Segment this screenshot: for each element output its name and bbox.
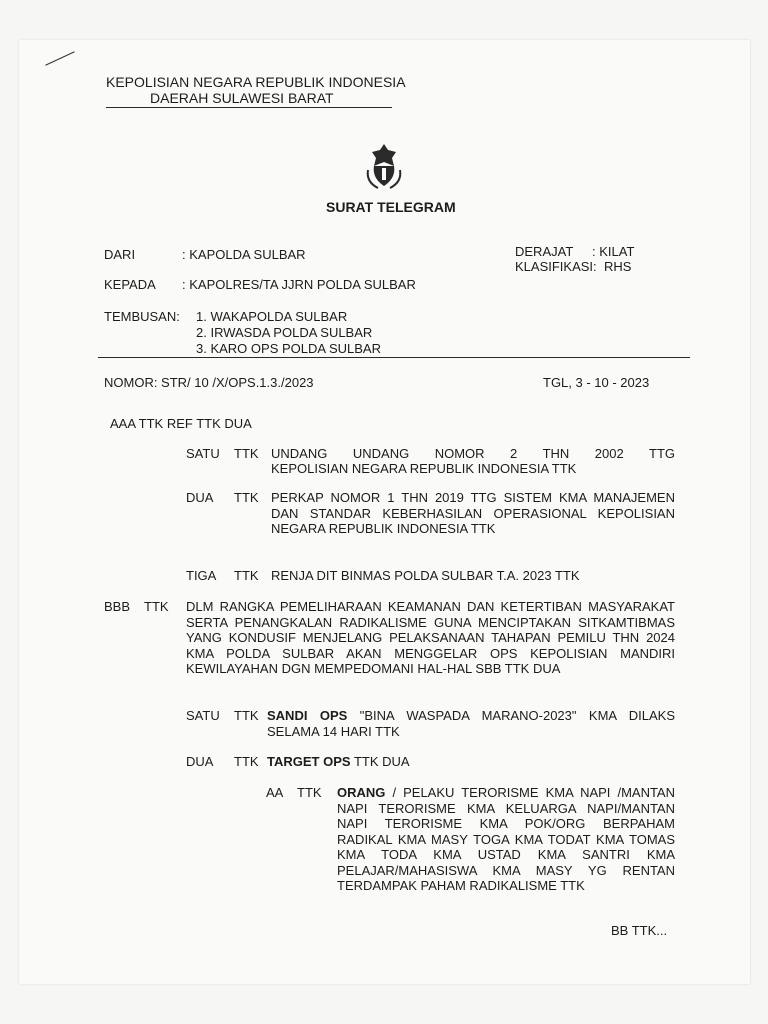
aaa-item-num: DUA [186,490,214,505]
police-emblem-icon [358,140,410,192]
tembusan-item: 2. IRWASDA POLDA SULBAR [196,325,373,340]
tembusan-label: TEMBUSAN: [104,309,180,324]
kepada-label: KEPADA [104,277,156,292]
tembusan-item: 1. WAKAPOLDA SULBAR [196,309,348,324]
orang-value: / PELAKU TERORISME KMA NAPI /MANTAN NAPI TERORISME KMA KELUARGA NAPI/MANTAN NAPI TERORISME KMA POK/ORG BERPAHAM RADIKAL KMA MASY TOGA KMA TODAT KMA TOMAS KMA TODA KMA USTAD KMA SANTRI KMA PELAJAR/MAHASISWA KMA MASY YG RENTAN TERDAMPAK PAHAM RADIKALISME TTK [337,785,675,893]
klasifikasi-label: KLASIFIKASI: [515,259,597,274]
derajat-label: DERAJAT [515,244,574,259]
kepada-value: : KAPOLRES/TA JJRN POLDA SULBAR [182,277,416,292]
aaa-item-ttk: TTK [234,446,259,461]
doc-title: SURAT TELEGRAM [326,199,456,215]
header-underline [106,107,392,108]
orang-label: ORANG [337,785,386,800]
aaa-heading: AAA TTK REF TTK DUA [110,416,252,431]
derajat-value: : KILAT [592,244,635,259]
aaa-item-text: KEPOLISIAN NEGARA REPUBLIK INDONESIA TTK [271,461,577,476]
bbb-dua-num: DUA [186,754,214,769]
bbb-dua-text [267,754,410,770]
bbb-aa-text [337,785,675,894]
bbb-aa-num: AA [266,785,284,800]
aaa-item-text: UNDANG UNDANG NOMOR 2 THN 2002 TTG [271,446,675,461]
sandi-ops-value: "BINA WASPADA MARANO-2023" KMA DILAKS SELAMA 14 HARI TTK [267,708,675,739]
aaa-item-num: SATU [186,446,220,461]
sandi-ops-label: SANDI OPS [267,708,348,723]
org-name-line2: DAERAH SULAWESI BARAT [150,90,334,106]
nomor-surat: NOMOR: STR/ 10 /X/OPS.1.3./2023 [104,375,314,390]
dari-label: DARI [104,247,136,262]
continuation-note: BB TTK... [611,923,668,938]
bbb-num: BBB [104,599,131,614]
aaa-item-num: TIGA [186,568,217,583]
divider [98,357,690,358]
bbb-satu-num: SATU [186,708,220,723]
bbb-aa-ttk: TTK [297,785,322,800]
org-name-line1: KEPOLISIAN NEGARA REPUBLIK INDONESIA [106,74,406,90]
dari-value: : KAPOLDA SULBAR [182,247,306,262]
klasifikasi-value: RHS [604,259,632,274]
target-ops-value: TTK DUA [353,754,410,769]
bbb-ttk: TTK [144,599,169,614]
bbb-body: DLM RANGKA PEMELIHARAAN KEAMANAN DAN KETERTIBAN MASYARAKAT SERTA PENANGKALAN RADIKALISME GUNA MENCIPTAKAN SITKAMTIBMAS YANG KONDUSIF MENJELANG PELAKSANAAN TAHAPAN PEMILU THN 2024 KMA POLDA SULBAR AKAN MENGGELAR OPS KEPOLISIAN MANDIRI KEWILAYAHAN DGN MEMPEDOMANI HAL-HAL SBB TTK DUA [186,599,675,676]
tembusan-item: 3. KARO OPS POLDA SULBAR [196,341,381,356]
bbb-dua-ttk: TTK [234,754,259,769]
bbb-satu-ttk: TTK [234,708,259,723]
tanggal: TGL, 3 - 10 - 2023 [543,375,650,390]
aaa-item-ttk: TTK [234,490,259,505]
aaa-item-text: PERKAP NOMOR 1 THN 2019 TTG SISTEM KMA MANAJEMEN DAN STANDAR KEBERHASILAN OPERASIONAL KEPOLISIAN NEGARA REPUBLIK INDONESIA TTK [271,490,675,536]
target-ops-label: TARGET OPS [267,754,351,769]
bbb-satu-text [267,708,675,739]
aaa-item-ttk: TTK [234,568,259,583]
aaa-item-text: RENJA DIT BINMAS POLDA SULBAR T.A. 2023 TTK [271,568,580,583]
